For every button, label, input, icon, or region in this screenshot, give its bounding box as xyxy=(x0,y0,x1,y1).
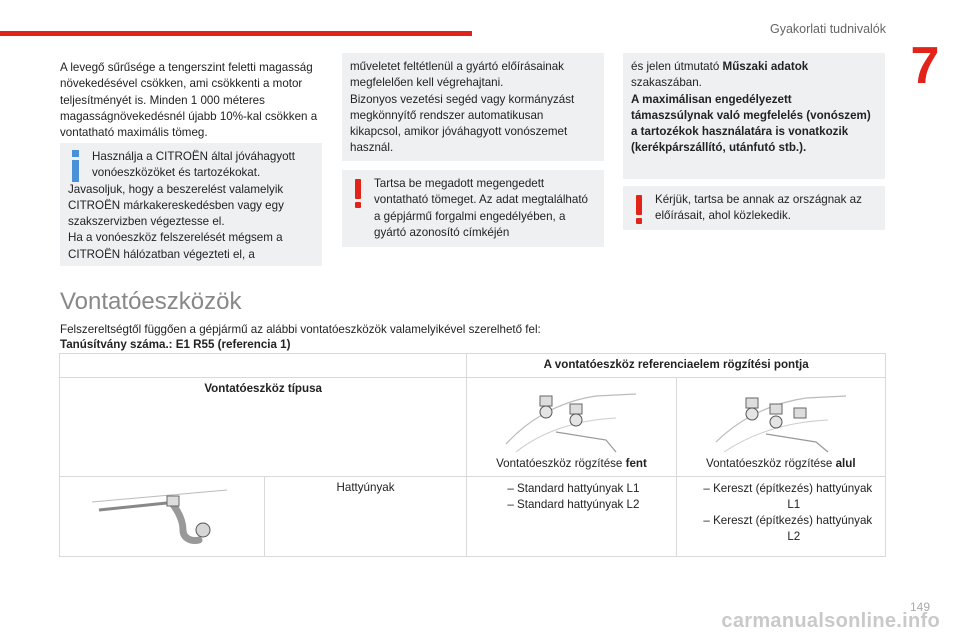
table-header-type: Vontatóeszköz típusa xyxy=(60,378,467,477)
altitude-paragraph: A levegő sűrűsége a tengerszint feletti magasság növekedésével csökken, ami csökkenti a motor teljesítményét is. Minden 1 000 méteres magasságnövekedésnél újabb 10%-kal csökken a vontatható maximális tömeg. xyxy=(60,61,318,140)
technical-data-note: és jelen útmutató Műszaki adatok szakaszában. A maximálisan engedélyezett támaszsúlynak való megfelelés (vonószem) a tartozékok használatára is vonatkozik (kerékpárszállító, utánfutó stb.). xyxy=(623,53,885,179)
swan-neck-towbar-illustration xyxy=(87,482,237,548)
page-number: 149 xyxy=(909,600,930,614)
towbar-image-cell xyxy=(60,477,265,557)
section-title: Gyakorlati tudnivalók xyxy=(769,22,886,36)
towbar-type-name: Hattyúnyak xyxy=(264,477,467,557)
mount-top-cell: Vontatóeszköz rögzítése fent xyxy=(467,378,676,477)
section-intro: Felszereltségtől függően a gépjármű az alábbi vontatóeszközök valamelyikével szerelhető fel: Tanúsítvány száma.: E1 R55 (referencia 1) xyxy=(60,323,541,351)
info-note: Használja a CITROËN által jóváhagyott vonóeszközöket és tartozékokat. Javasoljuk, hogy a beszerelést valamelyik CITROËN márkakereskedésben vagy egy szakszervizben végeztesse el. Ha a vonóeszköz felszerelését mégsem a CITROËN hálózatban végezteti el, a xyxy=(60,143,322,266)
top-accent-bar xyxy=(0,31,472,36)
bottom-mount-variants: – Kereszt (építkezés) hattyúnyak L1 – Kereszt (építkezés) hattyúnyak L2 xyxy=(676,477,885,557)
warning-note-towing-mass: Tartsa be megadott megengedett vontatható tömeget. Az adat megtalálható a gépjármű forgalmi engedélyében, a gyártó azonosító címkéjén xyxy=(342,170,604,247)
tow-mount-bottom-illustration xyxy=(706,382,856,454)
mount-bottom-cell: Vontatóeszköz rögzítése alul xyxy=(676,378,885,477)
warning-note-country-rules: Kérjük, tartsa be annak az országnak az előírásait, ahol közlekedik. xyxy=(623,186,885,230)
towing-device-table xyxy=(59,353,886,557)
warning-icon xyxy=(636,195,642,225)
continuation-note: műveletet feltétlenül a gyártó előírásainak megfelelően kell végrehajtani. Bizonyos vezetési segéd vagy kormányzást megkönnyítő rendszer automatikusan kikapcsol, amikor jóváhagyott vonószemet használ. xyxy=(342,53,604,161)
tow-mount-top-illustration xyxy=(496,382,646,454)
chapter-number: 7 xyxy=(910,37,940,95)
table-header-fixing-point: A vontatóeszköz referenciaelem rögzítési pontja xyxy=(467,354,886,378)
watermark: carmanualsonline.info xyxy=(721,610,940,632)
top-mount-variants: – Standard hattyúnyak L1 – Standard hattyúnyak L2 xyxy=(467,477,676,557)
warning-icon xyxy=(355,179,361,209)
section-heading: Vontatóeszközök xyxy=(60,288,242,315)
info-icon xyxy=(69,150,83,182)
